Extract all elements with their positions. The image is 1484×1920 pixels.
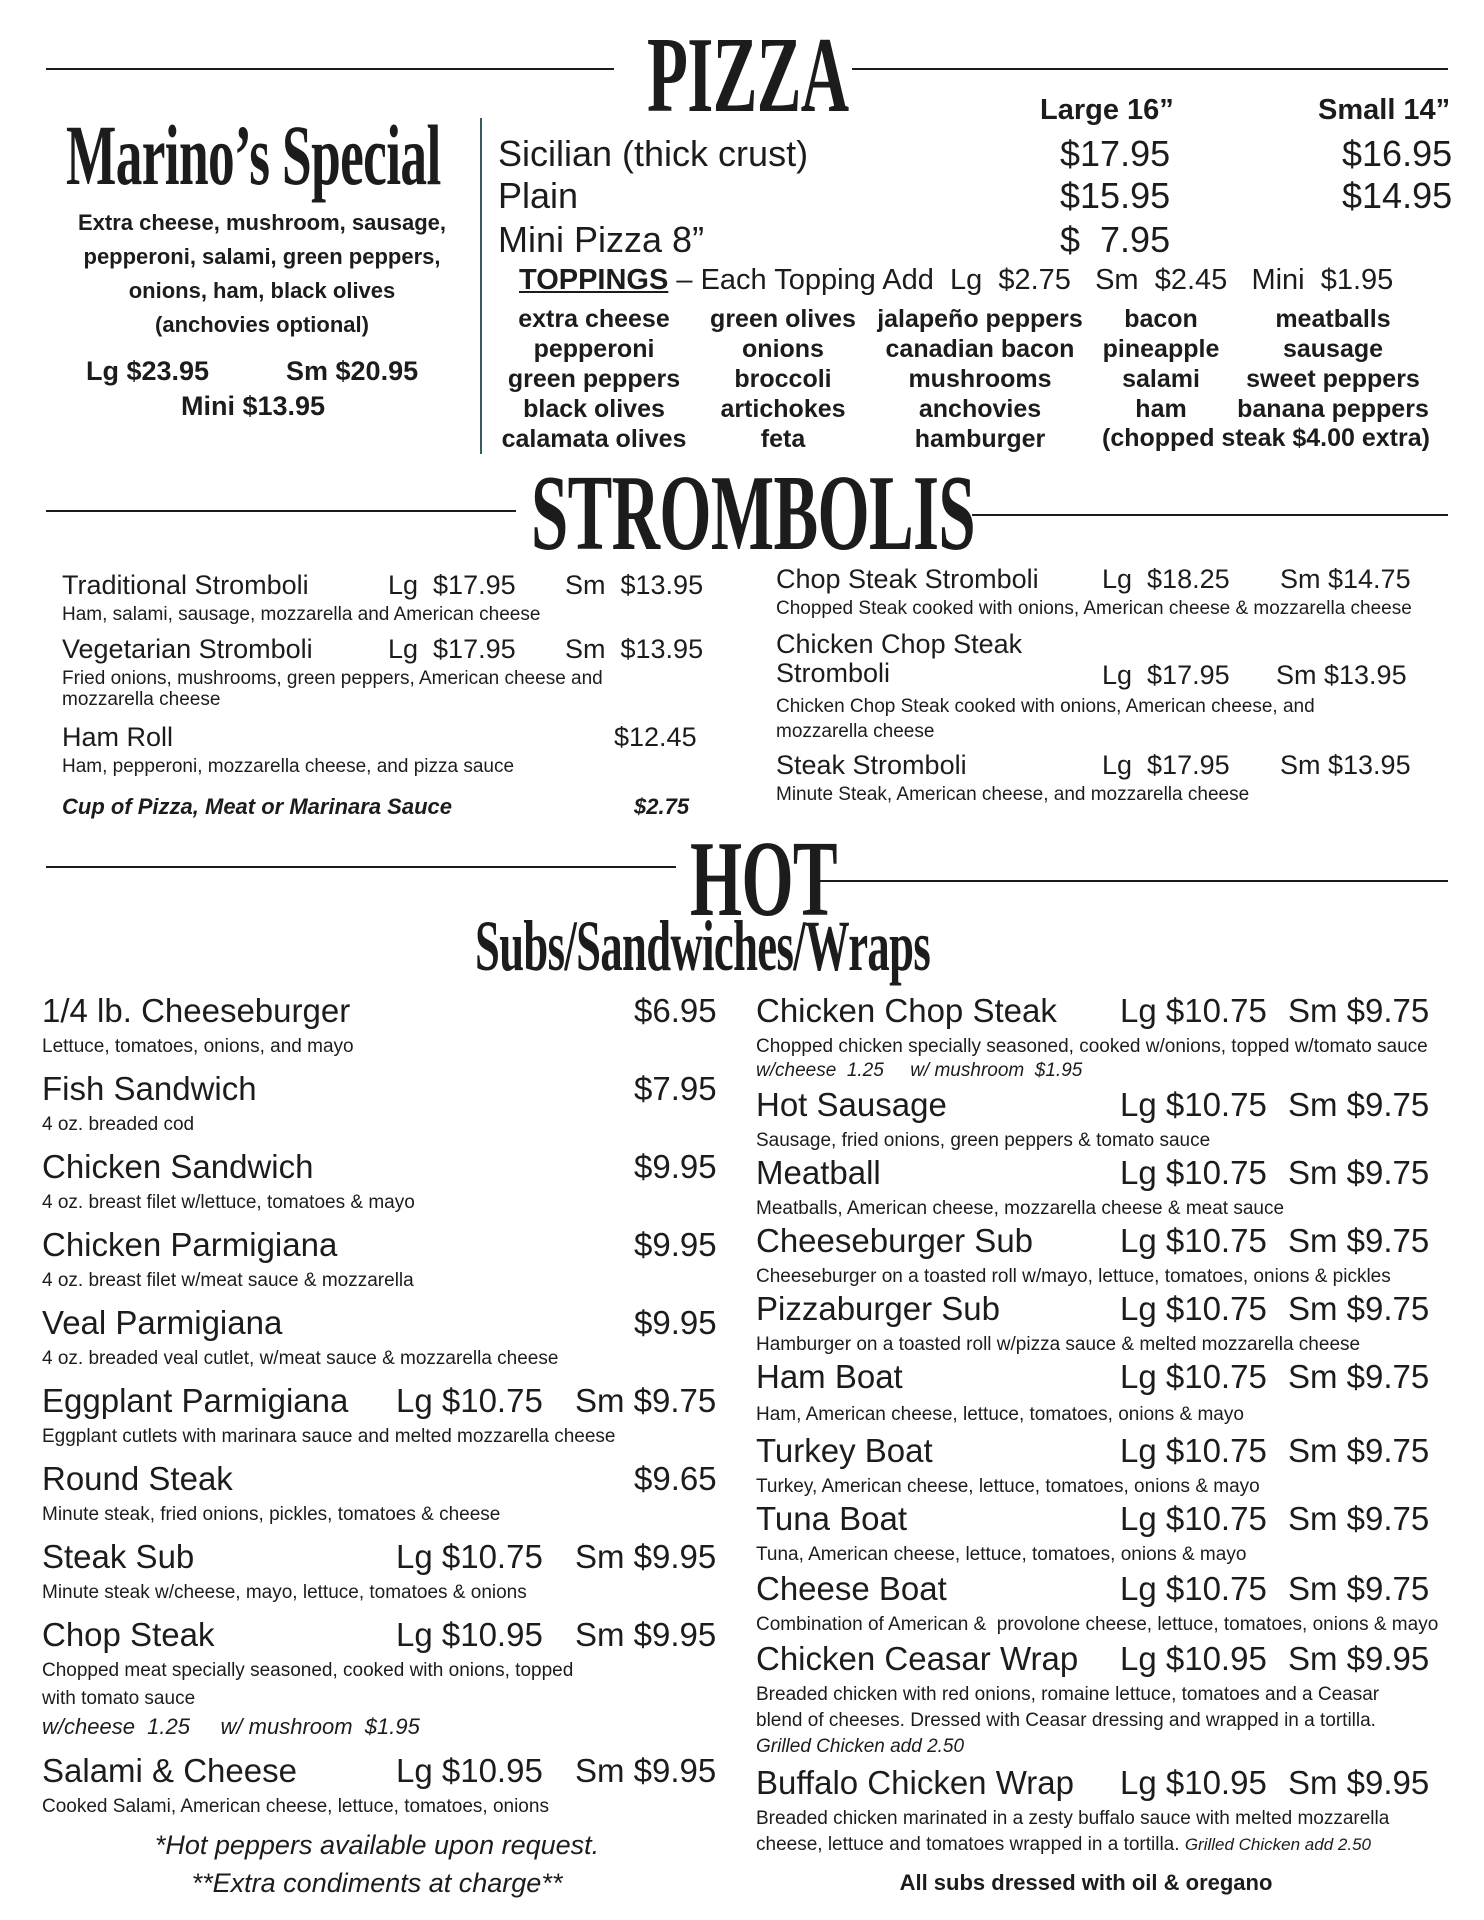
sub-extras: w/cheese 1.25 w/ mushroom $1.95 [756,1060,1083,1081]
hot-rule-right [812,880,1448,882]
topping-item: artichokes [720,395,846,423]
sub-sm-price: Sm $9.95 [575,1538,717,1575]
topping-item: onions [742,335,824,363]
subs-dressed-note: All subs dressed with oil & oregano [899,1870,1273,1895]
strombolis-title: STROMBOLIS [531,454,976,573]
topping-item: black olives [523,395,665,423]
stromboli-lg-price: Lg $17.95 [388,634,516,664]
sub-name: Turkey Boat [756,1432,933,1469]
stromboli-description: Chopped Steak cooked with onions, American cheese & mozzarella cheese [776,598,1412,619]
sub-sm-price: Sm $9.75 [1288,1290,1430,1327]
marinos-desc-line: onions, ham, black olives [128,278,396,303]
marinos-desc-line: (anchovies optional) [155,312,369,337]
stromboli-sm-price: Sm $14.75 [1280,564,1411,594]
topping-item: mushrooms [908,365,1052,393]
sub-sm-price: Sm $9.75 [1288,1432,1430,1469]
sub-sm-price: Sm $9.75 [1288,1500,1430,1537]
sub-price: $9.95 [634,1304,717,1341]
sub-description: Minute steak w/cheese, mayo, lettuce, tomatoes & onions [42,1582,527,1603]
sub-description: blend of cheeses. Dressed with Ceasar dressing and wrapped in a tortilla. [756,1710,1376,1731]
toppings-column [703,304,863,454]
sub-name: Eggplant Parmigiana [42,1382,349,1419]
sub-description: Cooked Salami, American cheese, lettuce, tomatoes, onions [42,1796,549,1817]
stromboli-description: Ham, pepperoni, mozzarella cheese, and pizza sauce [62,756,515,777]
sub-name: Tuna Boat [756,1500,908,1537]
sub-lg-price: Lg $10.95 [1120,1764,1267,1801]
stromboli-name: Traditional Stromboli [62,570,309,600]
sub-name: Round Steak [42,1460,233,1497]
topping-item: pepperoni [533,335,655,363]
pizza-item-name: Sicilian (thick crust) [498,133,809,174]
stromboli-description: Ham, salami, sausage, mozzarella and American cheese [62,604,541,625]
toppings-column [872,304,1088,454]
stromboli-name: Chop Steak Stromboli [776,564,1039,594]
stromboli-sm-price: Sm $13.95 [565,634,704,664]
sub-description: Eggplant cutlets with marinara sauce and melted mozzarella cheese [42,1426,616,1447]
sub-description: 4 oz. breast filet w/meat sauce & mozzarella [42,1270,414,1291]
stromboli-sm-price: Sm $13.95 [1276,660,1407,690]
sub-sm-price: Sm $9.95 [1288,1764,1430,1801]
sub-sm-price: Sm $9.95 [1288,1640,1430,1677]
sub-lg-price: Lg $10.75 [1120,1432,1267,1469]
topping-item: bacon [1124,305,1198,333]
pizza-rule-left [46,68,614,70]
marinos-price-sm: Sm $20.95 [286,356,419,386]
strombolis-rule-left [46,510,516,512]
sub-extras: w/cheese 1.25 w/ mushroom $1.95 [42,1714,420,1739]
marinos-special-title: Marino’s Special [66,107,441,203]
stromboli-price: $12.45 [614,722,697,752]
sub-name: Steak Sub [42,1538,195,1575]
sub-description: Tuna, American cheese, lettuce, tomatoes, onions & mayo [756,1544,1247,1565]
sub-sm-price: Sm $9.95 [575,1752,717,1789]
sub-description: with tomato sauce [42,1688,196,1709]
sub-lg-price: Lg $10.75 [1120,1290,1267,1327]
sub-name: Buffalo Chicken Wrap [756,1764,1074,1801]
special-divider [480,118,482,454]
sub-description: Minute steak, fried onions, pickles, tomatoes & cheese [42,1504,501,1525]
hot-title: HOT [690,820,837,939]
topping-item: pineapple [1102,335,1220,363]
sub-name: Cheese Boat [756,1570,947,1607]
chopped-steak-note: (chopped steak $4.00 extra) [1102,424,1430,452]
sub-lg-price: Lg $10.75 [1120,1222,1267,1259]
sub-name: Chicken Ceasar Wrap [756,1640,1079,1677]
topping-item: salami [1122,365,1200,393]
sub-sm-price: Sm $9.75 [1288,992,1430,1029]
hot-rule-left [46,866,676,868]
sub-description: Combination of American & provolone cheese, lettuce, tomatoes, onions & mayo [756,1614,1439,1635]
toppings-label: TOPPINGS [519,264,669,296]
sub-name: Meatball [756,1154,881,1191]
toppings-column [1236,304,1430,424]
topping-item: green peppers [507,365,681,393]
toppings-column [494,304,694,454]
sauce-cup-price: $2.75 [634,794,690,819]
sub-description: Turkey, American cheese, lettuce, tomatoes, onions & mayo [756,1476,1260,1497]
marinos-price-lg: Lg $23.95 [86,356,210,386]
stromboli-lg-price: Lg $17.95 [1102,660,1230,690]
sub-price: $9.95 [634,1226,717,1263]
sub-lg-price: Lg $10.75 [396,1538,543,1575]
sauce-cup-name: Cup of Pizza, Meat or Marinara Sauce [62,794,452,819]
sub-sm-price: Sm $9.75 [1288,1154,1430,1191]
topping-item: anchovies [918,395,1042,423]
pizza-item-name: Plain [498,175,579,216]
sub-name: Chicken Sandwich [42,1148,314,1185]
sub-extras: Grilled Chicken add 2.50 [1184,1835,1371,1854]
large-size-header: Large 16” [1040,94,1174,126]
pizza-item-large-price: $15.95 [1060,175,1171,216]
topping-item: green olives [710,305,856,333]
topping-item: jalapeño peppers [877,305,1083,333]
sub-description: 4 oz. breaded cod [42,1114,195,1135]
topping-item: meatballs [1275,305,1391,333]
sub-name: Salami & Cheese [42,1752,297,1789]
sub-description-line: cheese, lettuce and tomatoes wrapped in a tortilla. [756,1834,1180,1855]
sub-sm-price: Sm $9.75 [1288,1086,1430,1123]
stromboli-description: Minute Steak, American cheese, and mozzarella cheese [776,784,1250,805]
sub-name: Pizzaburger Sub [756,1290,1000,1327]
stromboli-sm-price: Sm $13.95 [1280,750,1411,780]
sub-description: Breaded chicken with red onions, romaine lettuce, tomatoes and a Ceasar [756,1684,1380,1705]
sub-name: 1/4 lb. Cheeseburger [42,992,351,1029]
small-size-header: Small 14” [1318,94,1451,126]
sub-sm-price: Sm $9.75 [1288,1358,1430,1395]
condiments-note: **Extra condiments at charge** [191,1868,563,1898]
marinos-desc-line: Extra cheese, mushroom, sausage, [77,210,447,235]
sub-description: 4 oz. breaded veal cutlet, w/meat sauce & mozzarella cheese [42,1348,559,1369]
stromboli-lg-price: Lg $17.95 [1102,750,1230,780]
sub-price: $9.65 [634,1460,717,1497]
stromboli-description: Chicken Chop Steak cooked with onions, American cheese, and mozzarella cheese [776,696,1315,742]
sub-name: Ham Boat [756,1358,903,1395]
sub-name: Chicken Chop Steak [756,992,1057,1029]
pizza-item-small-price: $14.95 [1342,175,1453,216]
pizza-item-large-price: $ 7.95 [1060,219,1171,260]
sub-description: Hamburger on a toasted roll w/pizza sauce & melted mozzarella cheese [756,1334,1361,1355]
toppings-column [1096,304,1226,424]
toppings-pricing: – Each Topping Add Lg $2.75 Sm $2.45 Mini $1.95 [668,264,1394,296]
stromboli-name: Chicken Chop Steak Stromboli [776,629,1023,688]
stromboli-name: Ham Roll [62,722,174,752]
stromboli-lg-price: Lg $17.95 [388,570,516,600]
marinos-desc-line: pepperoni, salami, green peppers, [83,244,441,269]
topping-item: calamata olives [501,425,687,453]
sub-description: Meatballs, American cheese, mozzarella cheese & meat sauce [756,1198,1285,1219]
marinos-price-mini: Mini $13.95 [181,391,326,421]
pizza-item-large-price: $17.95 [1060,133,1171,174]
sub-name: Veal Parmigiana [42,1304,283,1341]
sub-sm-price: Sm $9.75 [575,1382,717,1419]
pizza-item-small-price: $16.95 [1342,133,1453,174]
sub-description: 4 oz. breast filet w/lettuce, tomatoes & mayo [42,1192,415,1213]
topping-item: feta [760,425,806,453]
sub-lg-price: Lg $10.75 [396,1382,543,1419]
sub-description: Chopped meat specially seasoned, cooked with onions, topped [42,1660,574,1681]
sub-lg-price: Lg $10.75 [1120,1358,1267,1395]
topping-item: sweet peppers [1246,365,1420,393]
stromboli-description: Fried onions, mushrooms, green peppers, American cheese and mozzarella cheese [62,668,603,710]
sub-description: Chopped chicken specially seasoned, cooked w/onions, topped w/tomato sauce [756,1036,1428,1057]
sub-lg-price: Lg $10.95 [396,1616,543,1653]
marinos-special-description [46,206,478,342]
sub-sm-price: Sm $9.75 [1288,1222,1430,1259]
strombolis-rule-right [972,514,1448,516]
sub-lg-price: Lg $10.75 [1120,992,1267,1029]
sub-lg-price: Lg $10.95 [396,1752,543,1789]
pizza-rule-right [852,68,1448,70]
sub-price: $7.95 [634,1070,717,1107]
sub-description: Breaded chicken marinated in a zesty buffalo sauce with melted mozzarella [756,1808,1390,1829]
sub-lg-price: Lg $10.75 [1120,1086,1267,1123]
pizza-title: PIZZA [647,16,849,135]
sub-lg-price: Lg $10.75 [1120,1154,1267,1191]
topping-item: canadian bacon [885,335,1075,363]
topping-item: extra cheese [518,305,670,333]
stromboli-sm-price: Sm $13.95 [565,570,704,600]
sub-name: Chop Steak [42,1616,215,1653]
hot-peppers-note: *Hot peppers available upon request. [154,1830,600,1860]
sub-sm-price: Sm $9.95 [575,1616,717,1653]
stromboli-name: Steak Stromboli [776,750,967,780]
topping-item: ham [1135,395,1187,423]
stromboli-lg-price: Lg $18.25 [1102,564,1230,594]
topping-item: sausage [1282,335,1384,363]
sub-price: $9.95 [634,1148,717,1185]
sub-name: Cheeseburger Sub [756,1222,1034,1259]
sub-sm-price: Sm $9.75 [1288,1570,1430,1607]
sub-lg-price: Lg $10.75 [1120,1500,1267,1537]
stromboli-name: Vegetarian Stromboli [62,634,313,664]
sub-description: Ham, American cheese, lettuce, tomatoes, onions & mayo [756,1404,1244,1425]
hot-subtitle: Subs/Sandwiches/Wraps [475,906,931,986]
sub-name: Chicken Parmigiana [42,1226,338,1263]
sub-description [756,1834,1371,1856]
pizza-item-name: Mini Pizza 8” [498,219,705,260]
topping-item: banana peppers [1237,395,1429,423]
sub-name: Fish Sandwich [42,1070,257,1107]
topping-item: hamburger [914,425,1046,453]
sub-description: Lettuce, tomatoes, onions, and mayo [42,1036,354,1057]
toppings-line [519,264,1393,297]
sub-lg-price: Lg $10.95 [1120,1640,1267,1677]
sub-name: Hot Sausage [756,1086,947,1123]
sub-description: Cheeseburger on a toasted roll w/mayo, lettuce, tomatoes, onions & pickles [756,1266,1391,1287]
sub-description: Sausage, fried onions, green peppers & tomato sauce [756,1130,1211,1151]
topping-item: broccoli [734,365,832,393]
sub-price: $6.95 [634,992,717,1029]
sub-lg-price: Lg $10.75 [1120,1570,1267,1607]
sub-extras: Grilled Chicken add 2.50 [756,1736,965,1757]
